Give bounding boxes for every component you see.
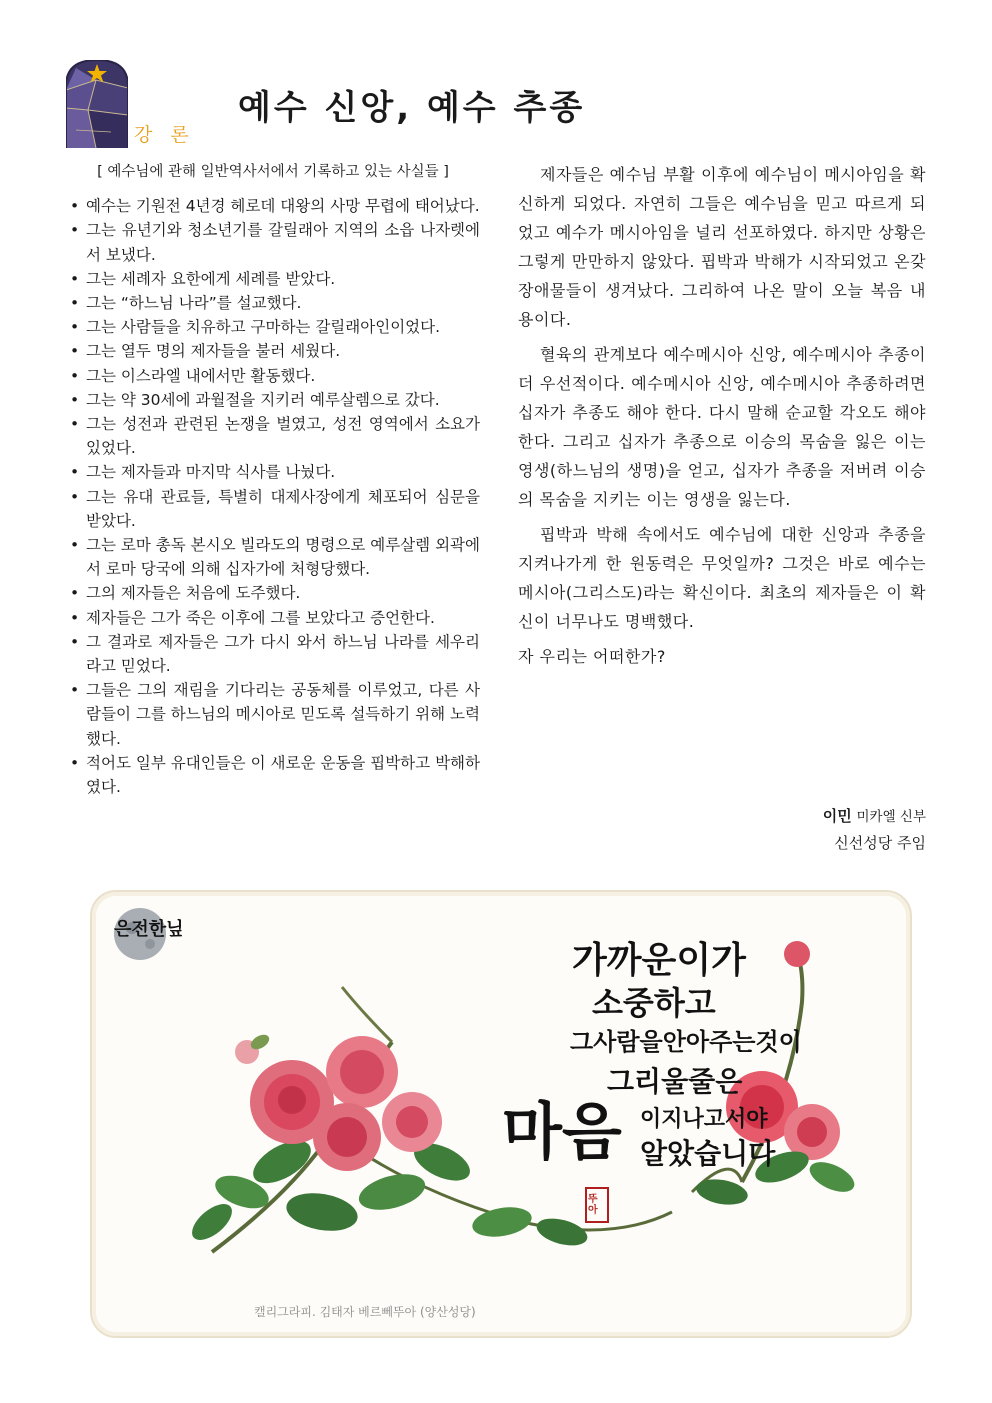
calligraphy-artwork <box>90 890 912 1338</box>
calligraphy-line: 그리울줄은 <box>607 1065 743 1098</box>
stained-glass-emblem-icon <box>66 60 128 148</box>
list-item: • 그는 사람들을 치유하고 구마하는 갈릴래아인이었다. <box>66 315 480 339</box>
list-item: • 그는 유대 관료들, 특별히 대제사장에게 체포되어 심문을 받았다. <box>66 485 480 533</box>
list-item: • 그는 유년기와 청소년기를 갈릴래아 지역의 소읍 나자렛에서 보냈다. <box>66 218 480 266</box>
list-item: • 그는 로마 총독 본시오 빌라도의 명령으로 예루살렘 외곽에서 로마 당국에 의해 십자가에 처형당했다. <box>66 533 480 581</box>
list-item: • 적어도 일부 유대인들은 이 새로운 운동을 핍박하고 박해하였다. <box>66 751 480 799</box>
paragraph: 제자들은 예수님 부활 이후에 예수님이 메시아임을 확신하게 되었다. 자연히 그들은 예수님을 믿고 따르게 되었고 예수가 메시아임을 널리 선포하였다. 하지만 상황은 그렇게 만만하지 않았다. 핍박과 박해가 시작되었고 온갖 장애물들이 생겨났다. 그리하여 나온 말이 오늘 복음 내용이다. <box>518 165 926 329</box>
author-signature <box>823 803 926 856</box>
rose-illustration-icon <box>92 892 910 1336</box>
author-name: 이민 <box>822 807 852 825</box>
paragraph: 혈육의 관계보다 예수메시아 신앙, 예수메시아 추종이 더 우선적이다. 예수메시아 신앙, 예수메시아 추종하려면 십자가 추종도 해야 한다. 다시 말해 순교할 각오도 해야 한다. 그리고 십자가 추종으로 이승의 목숨을 잃은 이는 영생(하느님의 생명)을 얻고, 십자가 추종을 저버려 이승의 목숨을 지키는 이는 영생을 잃는다. <box>518 345 926 509</box>
facts-subheading: [ 예수님에 관해 일반역사서에서 기록하고 있는 사실들 ] <box>97 164 449 180</box>
list-item: • 그 결과로 제자들은 그가 다시 와서 하느님 나라를 세우리라고 믿었다. <box>66 630 480 678</box>
seal-text: 뚜아 <box>588 1194 598 1216</box>
section-label: 강 론 <box>134 124 195 146</box>
list-item: • 그는 열두 명의 제자들을 불러 세웠다. <box>66 339 480 363</box>
homily-column <box>518 160 926 677</box>
calligraphy-line: 소중하고 <box>592 984 716 1022</box>
paragraph: 핍박과 박해 속에서도 예수님에 대한 신앙과 추종을 지켜나가게 한 원동력은 무엇일까? 그것은 바로 예수는 메시아(그리스도)라는 확신이다. 최초의 제자들은 이 확신이 너무나도 명백했다. <box>518 525 926 631</box>
artwork-credit: 캘리그라피. 김태자 베르뻬뚜아 (양산성당) <box>254 1305 476 1319</box>
facts-list <box>66 194 480 799</box>
list-item: • 그는 “하느님 나라”를 설교했다. <box>66 291 480 315</box>
calligraphy-line: 그사람을안아주는것이 <box>570 1027 802 1056</box>
list-item: • 그는 세례자 요한에게 세례를 받았다. <box>66 267 480 291</box>
logo-text: 은전한닢 <box>114 919 184 940</box>
closing-question: 자 우리는 어떠한가? <box>518 647 666 666</box>
calligraphy-line: 알았습니다 <box>640 1137 776 1170</box>
calligraphy-line: 이지나고서야 <box>640 1106 768 1132</box>
author-position: 신선성당 주임 <box>834 834 926 852</box>
author-role: 미카엘 신부 <box>856 809 926 825</box>
facts-column <box>66 160 480 799</box>
calligraphy-big: 마음 <box>502 1095 622 1168</box>
list-item: • 그는 이스라엘 내에서만 활동했다. <box>66 364 480 388</box>
list-item: • 그의 제자들은 처음에 도주했다. <box>66 581 480 605</box>
list-item: • 그는 성전과 관련된 논쟁을 벌였고, 성전 영역에서 소요가 있었다. <box>66 412 480 460</box>
list-item: • 그는 약 30세에 과월절을 지키러 예루살렘으로 갔다. <box>66 388 480 412</box>
calligraphy-line: 가까운이가 <box>572 939 746 981</box>
list-item: • 그들은 그의 재림을 기다리는 공동체를 이루었고, 다른 사람들이 그를 하느님의 메시아로 믿도록 설득하기 위해 노력했다. <box>66 678 480 751</box>
page-title: 예수 신앙, 예수 추종 <box>238 88 586 128</box>
list-item: • 제자들은 그가 죽은 이후에 그를 보았다고 증언한다. <box>66 606 480 630</box>
list-item: • 그는 제자들과 마지막 식사를 나눴다. <box>66 460 480 484</box>
list-item: • 예수는 기원전 4년경 헤로데 대왕의 사망 무렵에 태어났다. <box>66 194 480 218</box>
